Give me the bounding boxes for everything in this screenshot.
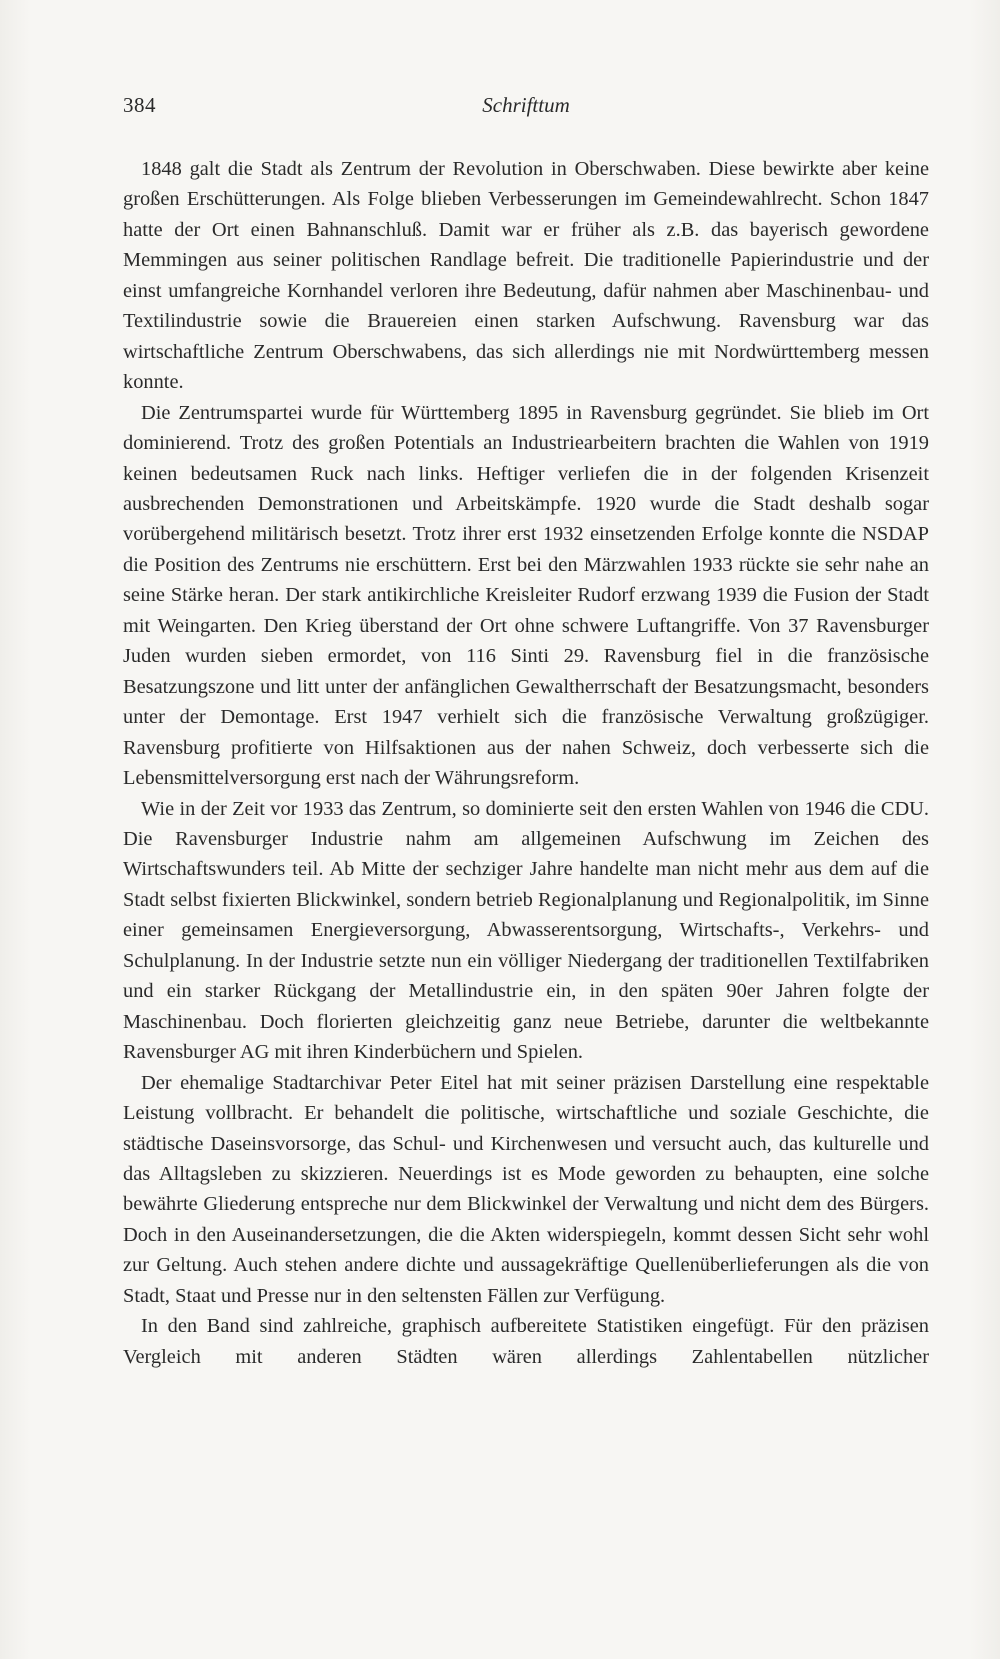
body-text <box>123 154 929 1372</box>
paragraph-4: Der ehemalige Stadtarchivar Peter Eitel hat mit seiner präzisen Darstellung eine respektable Leistung vollbracht. Er behandelt die politische, wirtschaftliche und soziale Geschichte, die städtische Daseinsvorsorge, das Schul- und Kirchenwesen und versucht auch, das kulturelle und das Alltagsleben zu skizzieren. Neuerdings ist es Mode geworden zu behaupten, eine solche bewährte Gliederung entspreche nur dem Blickwinkel der Verwaltung und nicht dem des Bürgers. Doch in den Auseinandersetzungen, die die Akten widerspiegeln, kommt dessen Sicht sehr wohl zur Geltung. Auch stehen andere dichte und aussagekräftige Quellenüberlieferungen als die von Stadt, Staat und Presse nur in den seltensten Fällen zur Verfügung. <box>123 1071 929 1307</box>
running-title: Schrifttum <box>482 93 570 117</box>
paragraph-5: In den Band sind zahlreiche, graphisch aufbereitete Statistiken eingefügt. Für den präzisen Vergleich mit anderen Städten wären allerdings Zahlentabellen nützlicher <box>123 1315 929 1368</box>
paragraph-3: Wie in der Zeit vor 1933 das Zentrum, so dominierte seit den ersten Wahlen von 1946 die CDU. Die Ravensburger Industrie nahm am allgemeinen Aufschwung im Zeichen des Wirtschaftswunders teil. Ab Mitte der sechziger Jahre handelte man nicht mehr aus dem auf die Stadt selbst fixierten Blickwinkel, sondern betrieb Regionalplanung und Regionalpolitik, im Sinne einer gemeinsamen Energieversorgung, Abwasserentsorgung, Wirtschafts-, Verkehrs- und Schulplanung. In der Industrie setzte nun ein völliger Niedergang der traditionellen Textilfabriken und ein starker Rückgang der Metallindustrie ein, in den späten 90er Jahren folgte der Maschinenbau. Doch florierten gleichzeitig ganz neue Betriebe, darunter die weltbekannte Ravensburger AG mit ihren Kinderbüchern und Spielen. <box>123 797 929 1064</box>
paragraph-2: Die Zentrumspartei wurde für Württemberg 1895 in Ravensburg gegründet. Sie blieb im Ort dominierend. Trotz des großen Potentials an Industriearbeitern brachten die Wahlen von 1919 keinen bedeutsamen Ruck nach links. Heftiger verliefen die in der folgenden Krisenzeit ausbrechenden Demonstrationen und Arbeitskämpfe. 1920 wurde die Stadt deshalb sogar vorübergehend militärisch besetzt. Trotz ihrer erst 1932 einsetzenden Erfolge konnte die NSDAP die Position des Zentrums nie erschüttern. Erst bei den Märzwahlen 1933 rückte sie sehr nahe an seine Stärke heran. Der stark antikirchliche Kreisleiter Rudorf erzwang 1939 die Fusion der Stadt mit Weingarten. Den Krieg überstand der Ort ohne schwere Luftangriffe. Von 37 Ravensburger Juden wurden sieben ermordet, von 116 Sinti 29. Ravensburg fiel in die französische Besatzungszone und litt unter der anfänglichen Gewaltherrschaft der Besatzungsmacht, besonders unter der Demontage. Erst 1947 verhielt sich die französische Verwaltung großzügiger. Ravensburg profitierte von Hilfsaktionen aus der nahen Schweiz, doch verbesserte sich die Lebensmittelversorgung erst nach der Währungsreform. <box>123 401 929 790</box>
page-number: 384 <box>123 93 156 117</box>
page-header <box>123 93 929 123</box>
paragraph-1: 1848 galt die Stadt als Zentrum der Revolution in Oberschwaben. Diese bewirkte aber keine großen Erschütterungen. Als Folge blieben Verbesserungen im Gemeindewahlrecht. Schon 1847 hatte der Ort einen Bahnanschluß. Damit war er früher als z.B. das bayerisch gewordene Memmingen aus seiner politischen Randlage befreit. Die traditionelle Papierindustrie und der einst umfangreiche Kornhandel verloren ihre Bedeutung, dafür nahmen aber Maschinenbau- und Textilindustrie sowie die Brauereien einen starken Aufschwung. Ravensburg war das wirtschaftliche Zentrum Oberschwabens, das sich allerdings nie mit Nordwürttemberg messen konnte. <box>123 158 929 394</box>
